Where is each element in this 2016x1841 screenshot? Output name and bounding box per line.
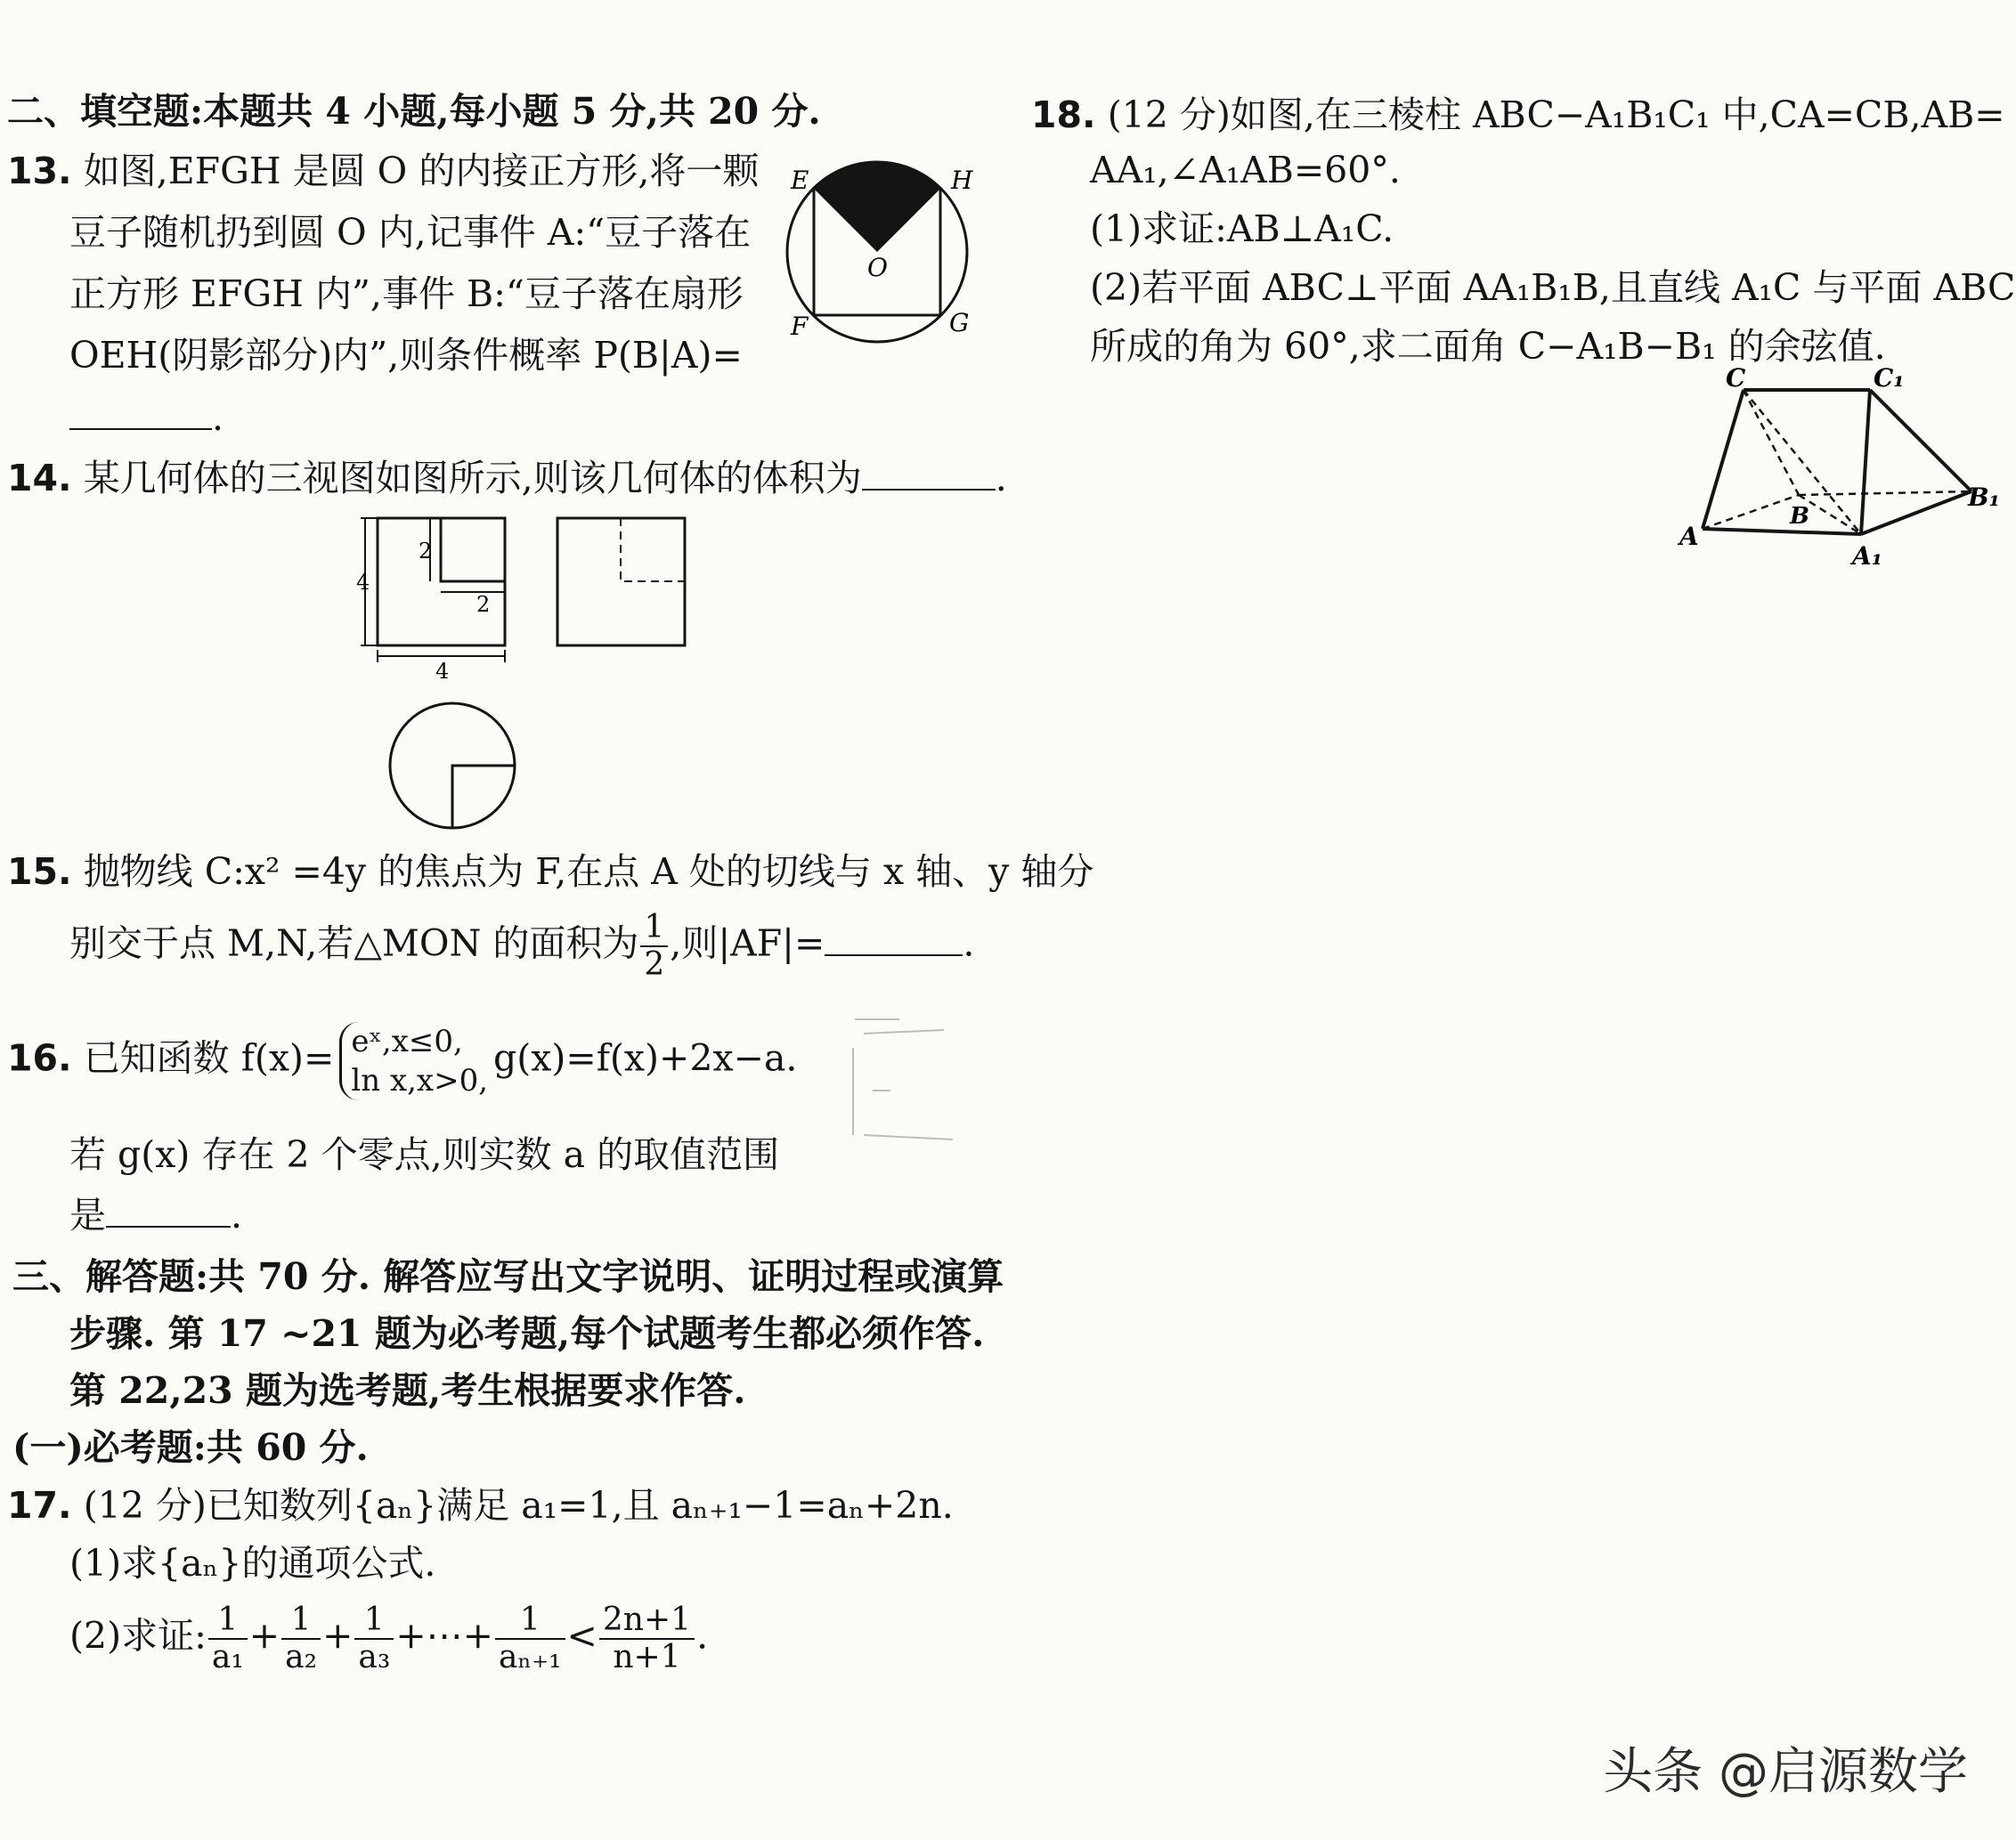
dim-inner-height: 2 [419,539,433,564]
q18-number: 18. [1031,93,1096,136]
label-a: A [1679,522,1699,551]
section-2-heading: 二、填空题:本题共 4 小题,每小题 5 分,共 20 分. [7,90,821,133]
fraction-term-last: $\frac{1}{\text{aₙ₊₁}}$ [495,1602,565,1675]
q13-line: 如图,EFGH 是圆 O 的内接正方形,将一颗 [83,150,760,192]
answer-blank [69,396,212,430]
q15-number: 15. [7,850,72,893]
q16-line3 [69,1189,242,1241]
label-e: E [791,166,809,195]
label-b1: B₁ [1968,483,2000,512]
q14-three-view-figure [356,507,703,837]
top-view [390,703,515,828]
label-b: B [1790,503,1809,530]
dim-inner-width: 2 [476,592,491,617]
q15-stem: 抛物线 C:x² =4y 的焦点为 F,在点 A 处的切线与 x 轴、y 轴分 [83,850,1094,893]
q13-line: 豆子随机扔到圆 O 内,记事件 A:“豆子落在 [69,211,752,254]
q17-number: 17. [7,1484,72,1527]
q18-part1: (1)求证:AB⊥A₁C. [1090,207,1394,250]
dim-outer-height: 4 [356,570,370,595]
ellipsis-sum: +⋯+ [395,1614,494,1658]
part-one-heading: (一)必考题:共 60 分. [12,1426,369,1469]
edge-c-a [1703,390,1744,529]
side-view [557,518,685,645]
fraction-term: $\frac{1}{\text{a₂}}$ [281,1602,321,1675]
q13-figure-circle-square [775,150,980,354]
q17-stem-text: (12 分)已知数列{aₙ}满足 a₁=1,且 aₙ₊₁−1=aₙ+2n. [83,1484,954,1527]
q13-number: 13. [7,150,72,192]
fraction-rhs: $\frac{2n+1}{n+1}$ [599,1602,695,1675]
q18-part2-cont: 所成的角为 60°,求二面角 C−A₁B−B₁ 的余弦值. [1090,325,1886,368]
answer-blank [106,1194,231,1228]
q15-line1 [7,846,1093,897]
q13-line: OEH(阴影部分)内”,则条件概率 P(B|A)= [69,334,743,377]
fraction-one-half: $\frac{1}{2}$ [640,910,668,983]
edge-c1-a1 [1861,390,1870,534]
q16-number: 16. [7,1036,72,1080]
fraction-term: $\frac{1}{\text{a₃}}$ [354,1602,394,1675]
piecewise-cases [339,1022,488,1100]
fraction-term: $\frac{1}{\text{a₁}}$ [208,1602,248,1675]
period: . [231,1194,243,1237]
q17-stem [7,1480,954,1531]
q15-stem-end: ,则|AF|= [670,921,825,965]
dim-outer-width: 4 [435,659,450,684]
label-c: C [1726,367,1746,393]
q18-line1 [1031,89,2005,141]
watermark: 头条 @启源数学 [1603,1743,1968,1801]
q18-prism-figure [1674,367,2004,580]
edge-a1-b1 [1861,491,1971,534]
section-3-heading: 三、解答题:共 70 分. 解答应写出文字说明、证明过程或演算 [12,1255,1004,1298]
label-h: H [951,166,973,195]
case-1: eˣ,x≤0, [351,1024,463,1059]
q14-text [7,452,1007,504]
q14-number: 14. [7,457,72,499]
answer-blank [825,922,963,956]
shaded-sector-oeh [814,163,940,252]
edge-a-a1 [1703,529,1861,534]
q18-part2: (2)若平面 ABC⊥平面 AA₁B₁B,且直线 A₁C 与平面 ABC [1090,266,2016,309]
label-c1: C₁ [1874,367,1905,393]
edge-a-b [1703,495,1799,529]
section-3-instruction: 步骤. 第 17 ~21 题为必考题,每个试题考生都必须作答. [69,1312,985,1355]
answer-blank [862,457,996,491]
q18-stem: (12 分)如图,在三棱柱 ABC−A₁B₁C₁ 中,CA=CB,AB= [1107,93,2005,136]
q16-line1 [7,1022,797,1100]
scan-smudge [846,1010,971,1153]
q14-stem: 某几何体的三视图如图所示,则该几何体的体积为 [83,457,862,499]
edge-c1-b1 [1870,390,1971,491]
q17-part2: (2)求证: $\frac{1}{\text{a₁}}$ + $\frac{1}{\text{a₂}}$ + $\frac{1}{\text{a₃}}$ +⋯+ $\frac{1}{\text{aₙ₊₁}}$ < $\frac{2n+1}{n+1}$ . [69,1602,709,1675]
q17-part2-lead: (2)求证: [69,1614,207,1658]
section-3-instruction: 第 22,23 题为选考题,考生根据要求作答. [69,1369,746,1412]
q18-line2: AA₁,∠A₁AB=60°. [1090,149,1401,191]
label-a1: A₁ [1852,541,1882,571]
q16-stem-end: 是 [69,1194,106,1237]
q13-line: 正方形 EFGH 内”,事件 B:“豆子落在扇形 [69,272,744,315]
label-o: O [867,253,888,282]
period: . [963,921,975,965]
q13-answer-line [69,392,224,443]
period: . [995,457,1007,499]
period: . [212,396,224,439]
q17-part1: (1)求{aₙ}的通项公式. [69,1542,436,1585]
edge-c-b [1744,390,1799,495]
front-view [356,518,505,684]
q16-tail: g(x)=f(x)+2x−a. [493,1036,798,1080]
case-2: ln x,x>0, [351,1063,489,1099]
q16-lead: 已知函数 f(x)= [83,1036,335,1080]
edge-b-b1 [1799,491,1971,495]
label-g: G [949,308,970,337]
q15-line2 [69,910,974,983]
q16-line2: 若 g(x) 存在 2 个零点,则实数 a 的取值范围 [69,1133,780,1176]
q13-text [7,145,759,197]
q15-stem-cont: 别交于点 M,N,若△MON 的面积为 [69,921,639,965]
label-f: F [791,312,809,341]
